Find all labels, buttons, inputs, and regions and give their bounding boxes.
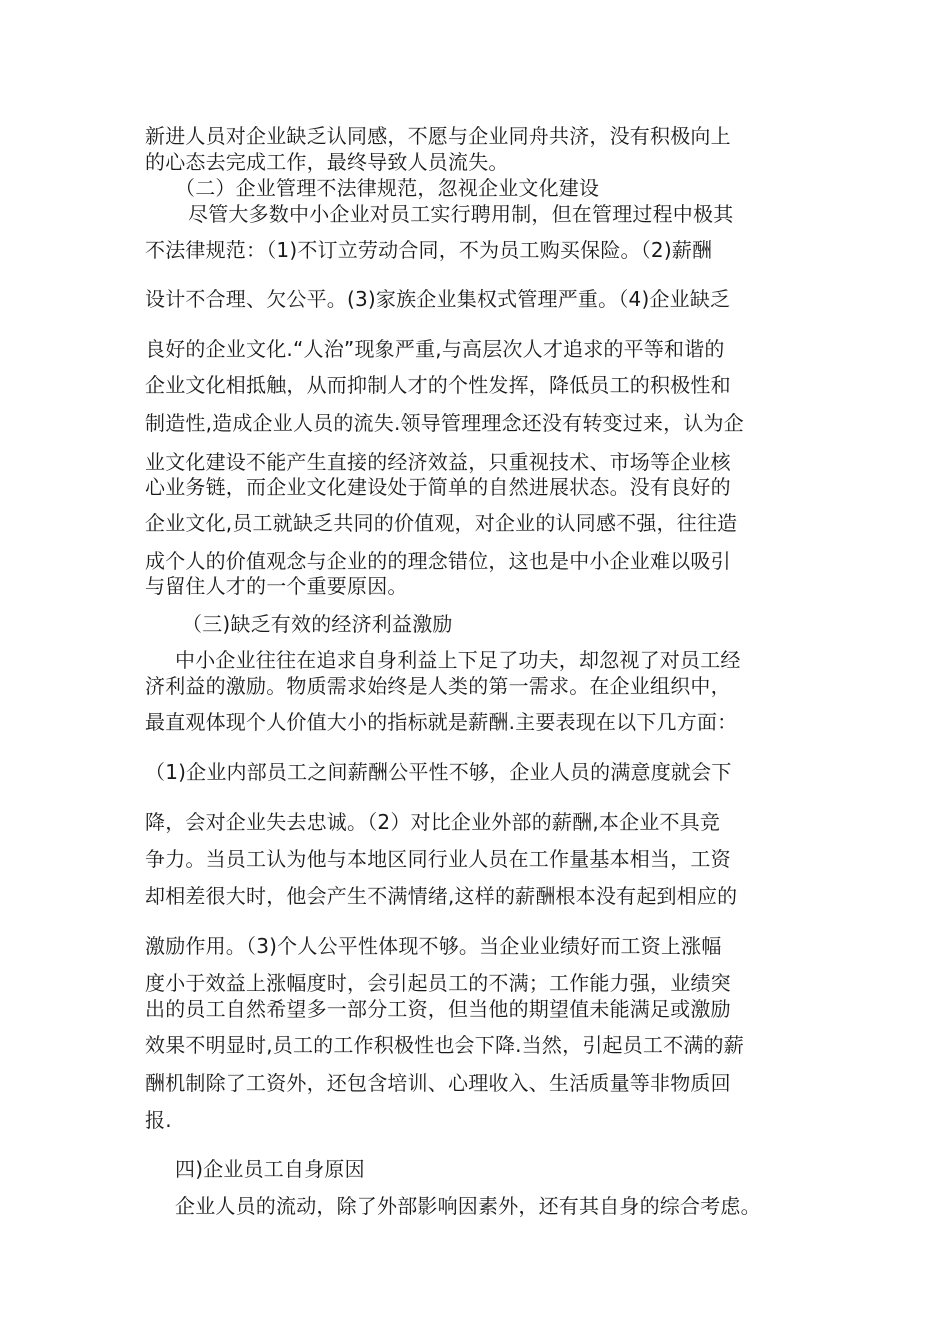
text-line: 新进人员对企业缺乏认同感，不愿与企业同舟共济，没有积极向上 xyxy=(145,124,731,148)
section-heading: 四)企业员工自身原因 xyxy=(175,1157,365,1181)
text-line: 成个人的价值观念与企业的的理念错位，这也是中小企业难以吸引 xyxy=(145,549,731,573)
text-line: 业文化建设不能产生直接的经济效益，只重视技术、市场等企业核 xyxy=(145,450,731,474)
text-line: 最直观体现个人价值大小的指标就是薪酬.主要表现在以下几方面： xyxy=(145,710,738,734)
text-line: 激励作用。（3)个人公平性体现不够。当企业业绩好而工资上涨幅 xyxy=(145,934,722,958)
text-line: 中小企业往往在追求自身利益上下足了功夫，却忽视了对员工经 xyxy=(175,648,741,672)
text-line: 良好的企业文化.“人治”现象严重,与高层次人才追求的平等和谐的 xyxy=(145,337,725,361)
section-heading: （三)缺乏有效的经济利益激励 xyxy=(182,612,453,636)
text-line: 的心态去完成工作，最终导致人员流失。 xyxy=(145,150,509,174)
text-line: 度小于效益上涨幅度时，会引起员工的不满；工作能力强，业绩突 xyxy=(145,971,731,995)
text-line: 企业文化相抵触，从而抑制人才的个性发挥，降低员工的积极性和 xyxy=(145,373,731,397)
text-line: 与留住人才的一个重要原因。 xyxy=(145,574,408,598)
text-line: 不法律规范：（1)不订立劳动合同，不为员工购买保险。（2)薪酬 xyxy=(145,238,713,262)
text-line: 争力。当员工认为他与本地区同行业人员在工作量基本相当，工资 xyxy=(145,847,731,871)
text-line: 效果不明显时,员工的工作积极性也会下降.当然，引起员工不满的薪 xyxy=(145,1033,744,1057)
text-line: 降，会对企业失去忠诚。（2）对比企业外部的薪酬,本企业不具竞 xyxy=(145,810,721,834)
text-line: 出的员工自然希望多一部分工资，但当他的期望值未能满足或激励 xyxy=(145,997,731,1021)
text-line: 企业文化,员工就缺乏共同的价值观，对企业的认同感不强，往往造 xyxy=(145,511,738,535)
text-line: 济利益的激励。物质需求始终是人类的第一需求。在企业组织中， xyxy=(145,674,731,698)
text-line: 心业务链，而企业文化建设处于简单的自然进展状态。没有良好的 xyxy=(145,475,731,499)
text-line: 报. xyxy=(145,1108,172,1132)
text-line: 却相差很大时，他会产生不满情绪,这样的薪酬根本没有起到相应的 xyxy=(145,884,738,908)
text-line: 尽管大多数中小企业对员工实行聘用制，但在管理过程中极其 xyxy=(188,202,734,226)
text-line: 制造性,造成企业人员的流失.领导管理理念还没有转变过来，认为企 xyxy=(145,411,744,435)
text-line: 设计不合理、欠公平。(3)家族企业集权式管理严重。（4)企业缺乏 xyxy=(145,287,731,311)
text-line: 酬机制除了工资外，还包含培训、心理收入、生活质量等非物质回 xyxy=(145,1071,731,1095)
text-line: 企业人员的流动，除了外部影响因素外，还有其自身的综合考虑。 xyxy=(175,1194,761,1218)
text-line: （1)企业内部员工之间薪酬公平性不够，企业人员的满意度就会下 xyxy=(145,760,732,784)
section-heading: （二）企业管理不法律规范，忽视企业文化建设 xyxy=(175,176,600,200)
